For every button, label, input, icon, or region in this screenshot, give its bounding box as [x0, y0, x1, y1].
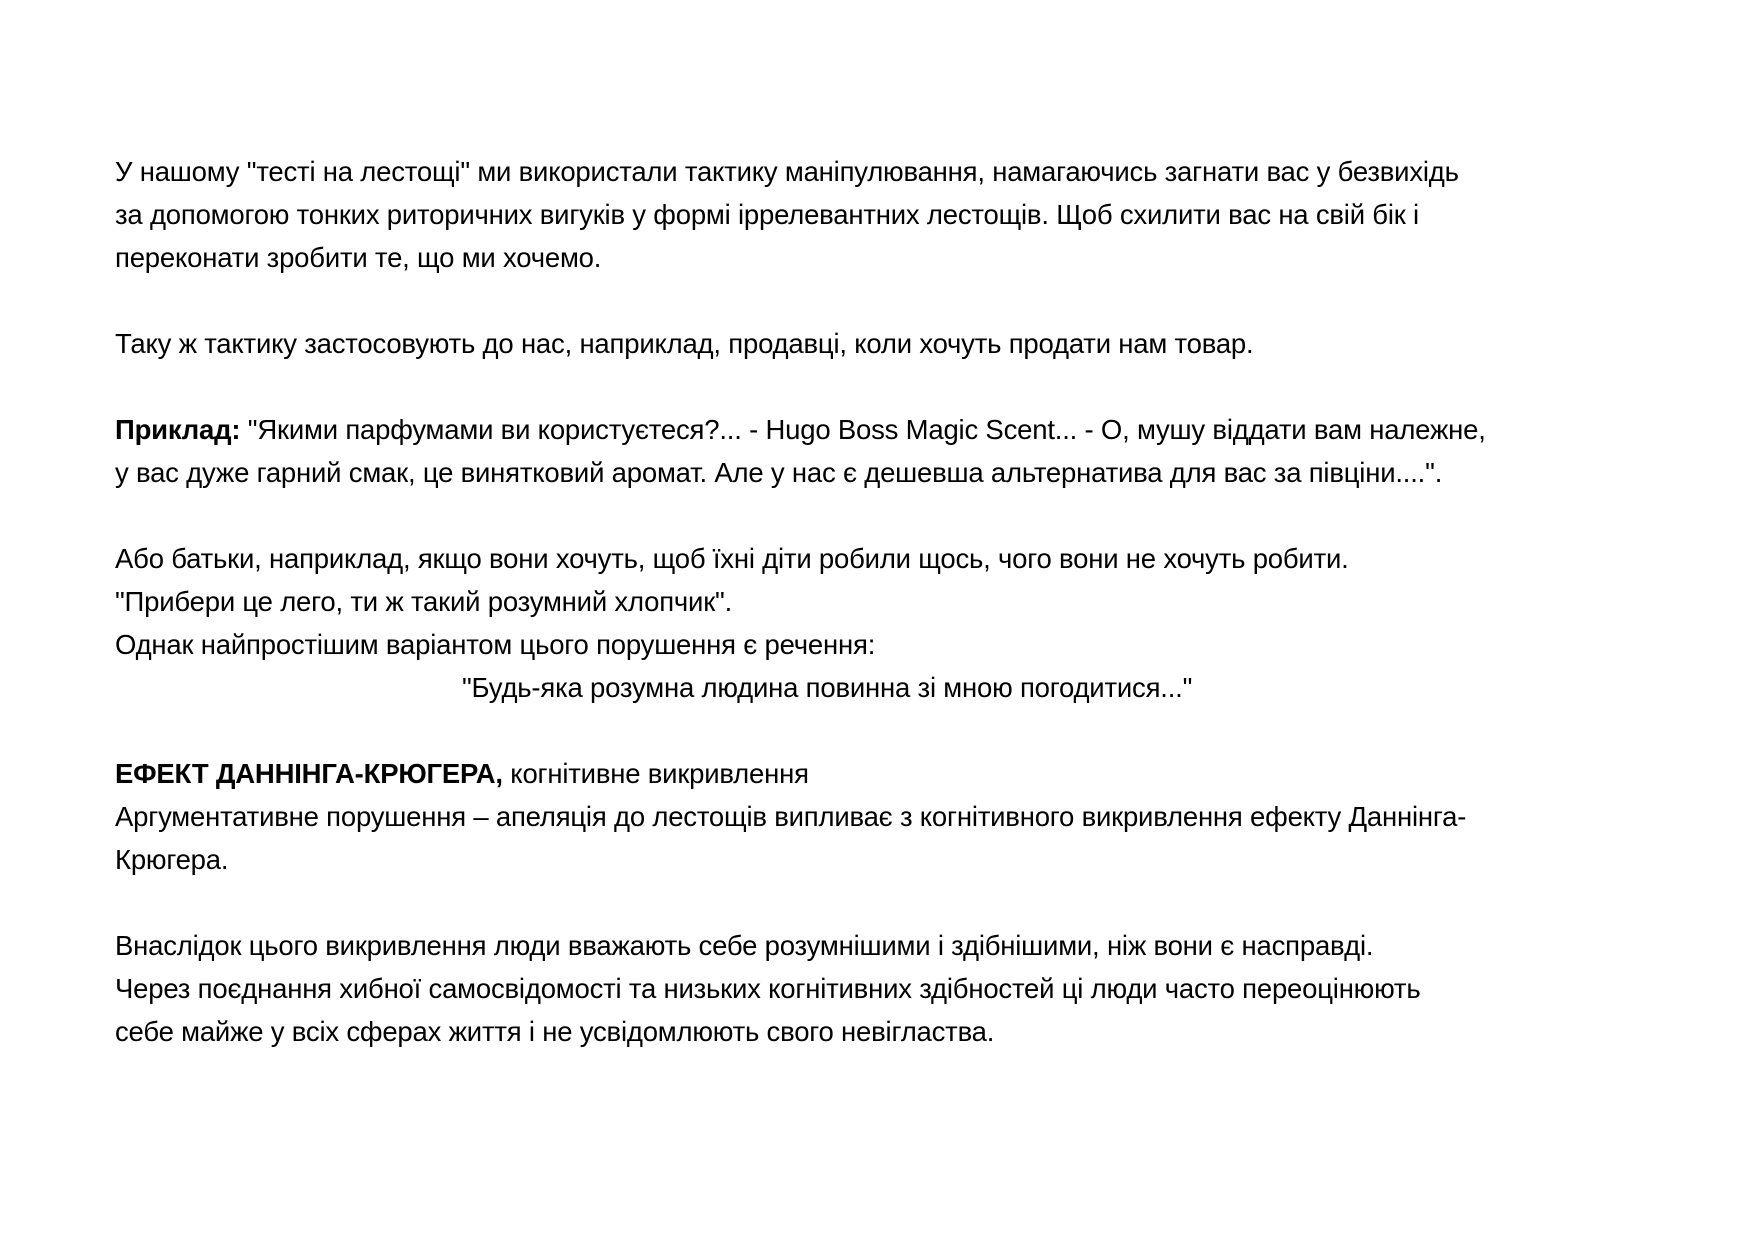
paragraph-spacer: [115, 494, 1645, 537]
paragraph-spacer: [115, 365, 1645, 408]
section-heading-line: [115, 752, 1645, 795]
text-line: "Прибери це лего, ти ж такий розумний хлопчик".: [115, 586, 733, 617]
example-text: "Якими парфумами ви користуєтеся?... - Hugo Boss Magic Scent... - О, мушу віддати вам належне,: [240, 414, 1486, 445]
text-line: переконати зробити те, що ми хочемо.: [115, 242, 602, 273]
paragraph-flattery-test: [115, 150, 1645, 279]
text-line: Крюгера.: [115, 844, 229, 875]
paragraph-spacer: [115, 881, 1645, 924]
text-line: Таку ж тактику застосовують до нас, наприклад, продавці, коли хочуть продати нам товар.: [115, 328, 1254, 359]
example-line-2: у вас дуже гарний смак, це винятковий аромат. Але у нас є дешевша альтернатива для вас за півціни....".: [115, 457, 1443, 488]
centered-quote: "Будь-яка розумна людина повинна зі мною погодитися...": [462, 672, 1193, 703]
section-subheading: когнітивне викривлення: [502, 758, 809, 789]
text-line: Або батьки, наприклад, якщо вони хочуть, щоб їхні діти робили щось, чого вони не хочуть робити.: [115, 543, 1349, 574]
example-line-1: [115, 408, 1645, 451]
text-line: У нашому "тесті на лестощі" ми використали тактику маніпулювання, намагаючись загнати вас у безвихідь: [115, 156, 1459, 187]
dunning-kruger-section: [115, 752, 1645, 881]
text-line: Однак найпростішим варіантом цього порушення є речення:: [115, 629, 876, 660]
document-page: [115, 150, 1645, 1053]
text-line: за допомогою тонких риторичних вигуків у формі іррелевантних лестощів. Щоб схилити вас на свій бік і: [115, 199, 1419, 230]
text-line: себе майже у всіх сферах життя і не усвідомлюють свого невігластва.: [115, 1016, 995, 1047]
paragraph-spacer: [115, 279, 1645, 322]
text-line: Через поєднання хибної самосвідомості та низьких когнітивних здібностей ці люди часто переоцінюють: [115, 973, 1421, 1004]
text-line: Аргументативне порушення – апеляція до лестощів випливає з когнітивного викривлення ефекту Даннінга-: [115, 801, 1467, 832]
text-line: Внаслідок цього викривлення люди вважають себе розумнішими і здібнішими, ніж вони є насправді.: [115, 930, 1374, 961]
example-block: [115, 408, 1645, 494]
section-heading: ЕФЕКТ ДАННІНГА-КРЮГЕРА,: [115, 758, 503, 789]
paragraph-parents: [115, 537, 1645, 709]
paragraph-spacer: [115, 709, 1645, 752]
paragraph-consequences: [115, 924, 1645, 1053]
paragraph-sellers: [115, 322, 1645, 365]
example-label: Приклад:: [115, 414, 241, 445]
